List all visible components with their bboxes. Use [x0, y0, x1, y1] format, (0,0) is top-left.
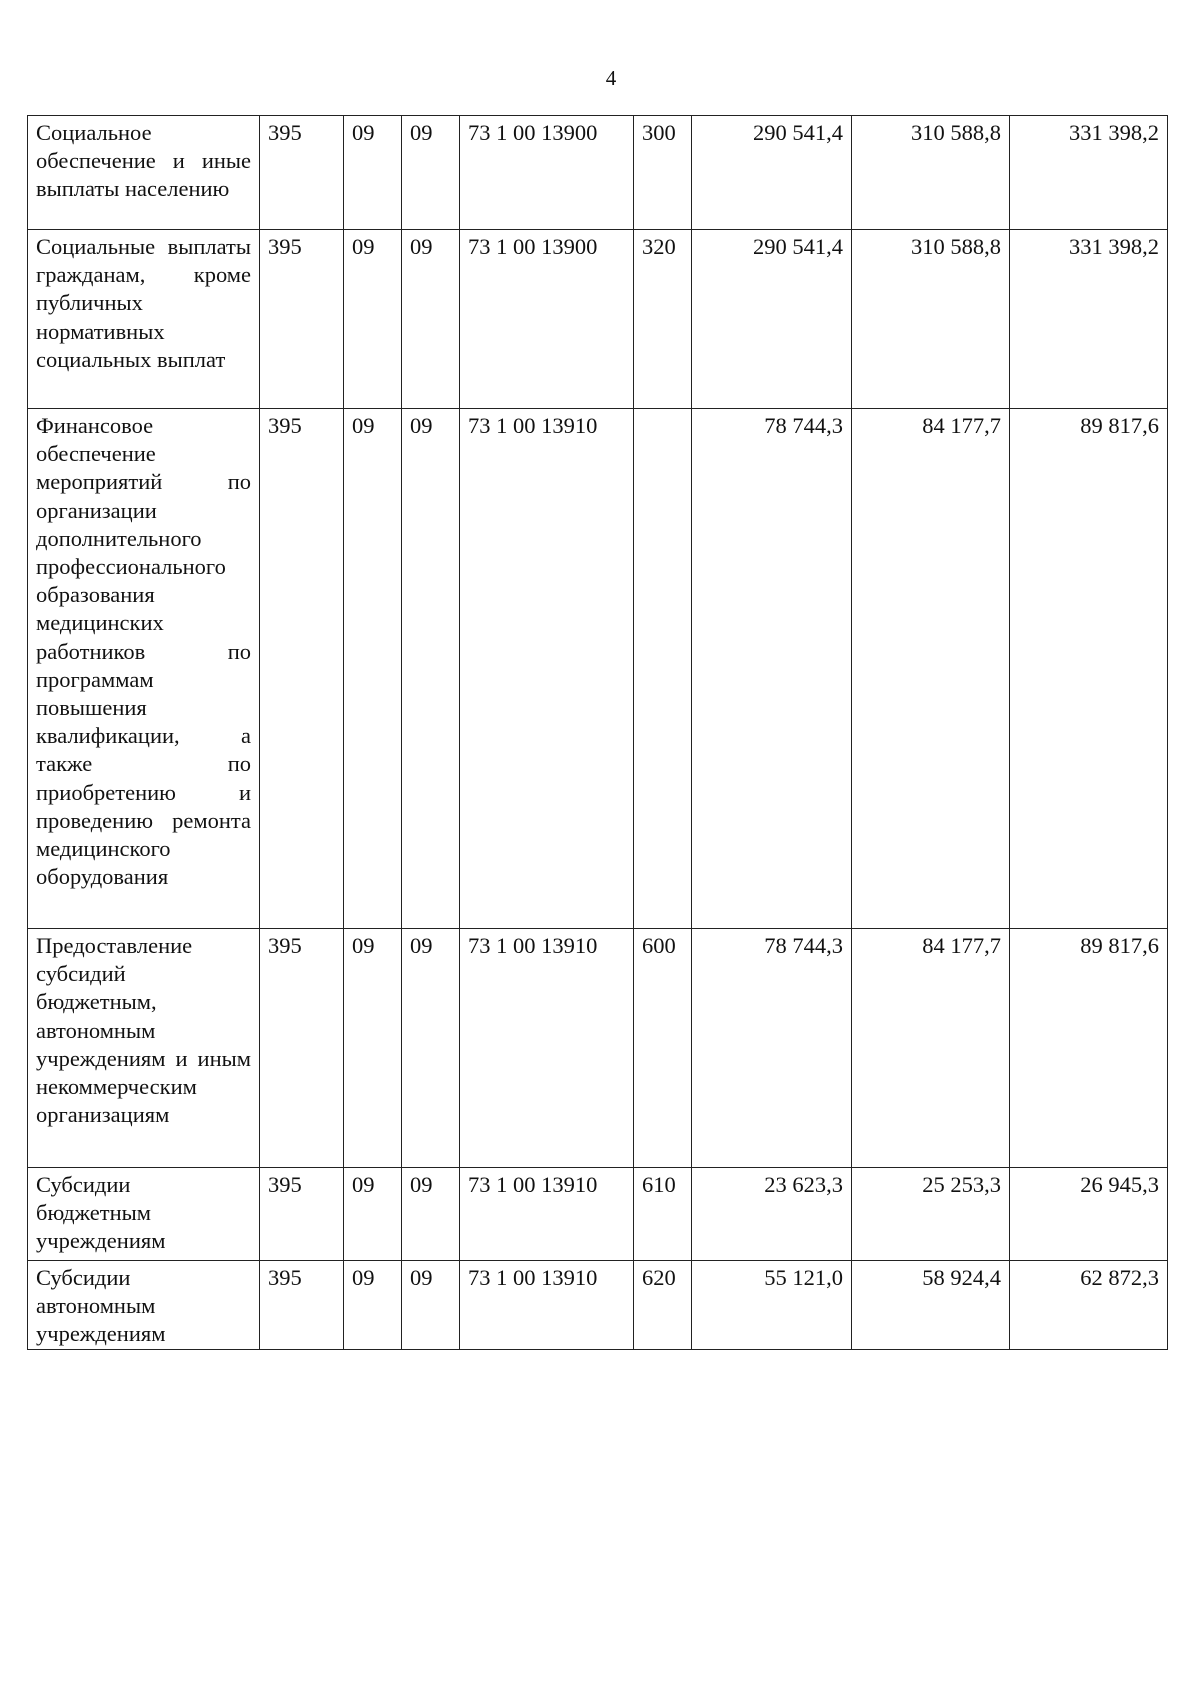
amount-year-2: 310 588,8	[852, 230, 1010, 409]
subsection-code: 09	[402, 929, 460, 1168]
row-name: Предоставление субсидий бюджетным, автономным учреждениям и иным некоммерческим организациям	[28, 929, 260, 1168]
amount-year-3: 331 398,2	[1010, 230, 1168, 409]
ministry-code: 395	[260, 929, 344, 1168]
table-row	[28, 230, 1168, 409]
ministry-code: 395	[260, 116, 344, 230]
ministry-code: 395	[260, 409, 344, 929]
subsection-code: 09	[402, 1168, 460, 1261]
section-code: 09	[344, 929, 402, 1168]
table-row	[28, 1168, 1168, 1261]
amount-year-3: 89 817,6	[1010, 929, 1168, 1168]
amount-year-1: 23 623,3	[692, 1168, 852, 1261]
budget-table	[27, 115, 1168, 1350]
row-name: Финансовое обеспечение мероприятий по организации дополнительного профессионального образования медицинских работников по программам повышения квалификации, а также по приобретению и проведению ремонта медицинского оборудования	[28, 409, 260, 929]
expense-type-code: 300	[634, 116, 692, 230]
amount-year-1: 290 541,4	[692, 230, 852, 409]
target-article-code: 73 1 00 13900	[460, 116, 634, 230]
amount-year-2: 58 924,4	[852, 1261, 1010, 1350]
amount-year-1: 78 744,3	[692, 929, 852, 1168]
amount-year-2: 84 177,7	[852, 929, 1010, 1168]
expense-type-code: 600	[634, 929, 692, 1168]
section-code: 09	[344, 1168, 402, 1261]
target-article-code: 73 1 00 13910	[460, 1261, 634, 1350]
amount-year-2: 25 253,3	[852, 1168, 1010, 1261]
amount-year-1: 55 121,0	[692, 1261, 852, 1350]
expense-type-code	[634, 409, 692, 929]
section-code: 09	[344, 409, 402, 929]
amount-year-2: 84 177,7	[852, 409, 1010, 929]
subsection-code: 09	[402, 1261, 460, 1350]
table-row	[28, 409, 1168, 929]
amount-year-3: 331 398,2	[1010, 116, 1168, 230]
row-name: Социальное обеспечение и иные выплаты населению	[28, 116, 260, 230]
ministry-code: 395	[260, 1261, 344, 1350]
amount-year-1: 78 744,3	[692, 409, 852, 929]
subsection-code: 09	[402, 409, 460, 929]
row-name: Субсидии автономным учреждениям	[28, 1261, 260, 1350]
ministry-code: 395	[260, 230, 344, 409]
target-article-code: 73 1 00 13910	[460, 409, 634, 929]
row-name: Социальные выплаты гражданам, кроме публичных нормативных социальных выплат	[28, 230, 260, 409]
amount-year-3: 26 945,3	[1010, 1168, 1168, 1261]
section-code: 09	[344, 1261, 402, 1350]
subsection-code: 09	[402, 116, 460, 230]
amount-year-3: 62 872,3	[1010, 1261, 1168, 1350]
row-name: Субсидии бюджетным учреждениям	[28, 1168, 260, 1261]
amount-year-1: 290 541,4	[692, 116, 852, 230]
table-row	[28, 929, 1168, 1168]
amount-year-2: 310 588,8	[852, 116, 1010, 230]
page-number: 4	[605, 66, 617, 90]
subsection-code: 09	[402, 230, 460, 409]
target-article-code: 73 1 00 13910	[460, 1168, 634, 1261]
table-row	[28, 1261, 1168, 1350]
target-article-code: 73 1 00 13900	[460, 230, 634, 409]
section-code: 09	[344, 230, 402, 409]
amount-year-3: 89 817,6	[1010, 409, 1168, 929]
section-code: 09	[344, 116, 402, 230]
expense-type-code: 620	[634, 1261, 692, 1350]
target-article-code: 73 1 00 13910	[460, 929, 634, 1168]
table-row	[28, 116, 1168, 230]
expense-type-code: 610	[634, 1168, 692, 1261]
expense-type-code: 320	[634, 230, 692, 409]
ministry-code: 395	[260, 1168, 344, 1261]
